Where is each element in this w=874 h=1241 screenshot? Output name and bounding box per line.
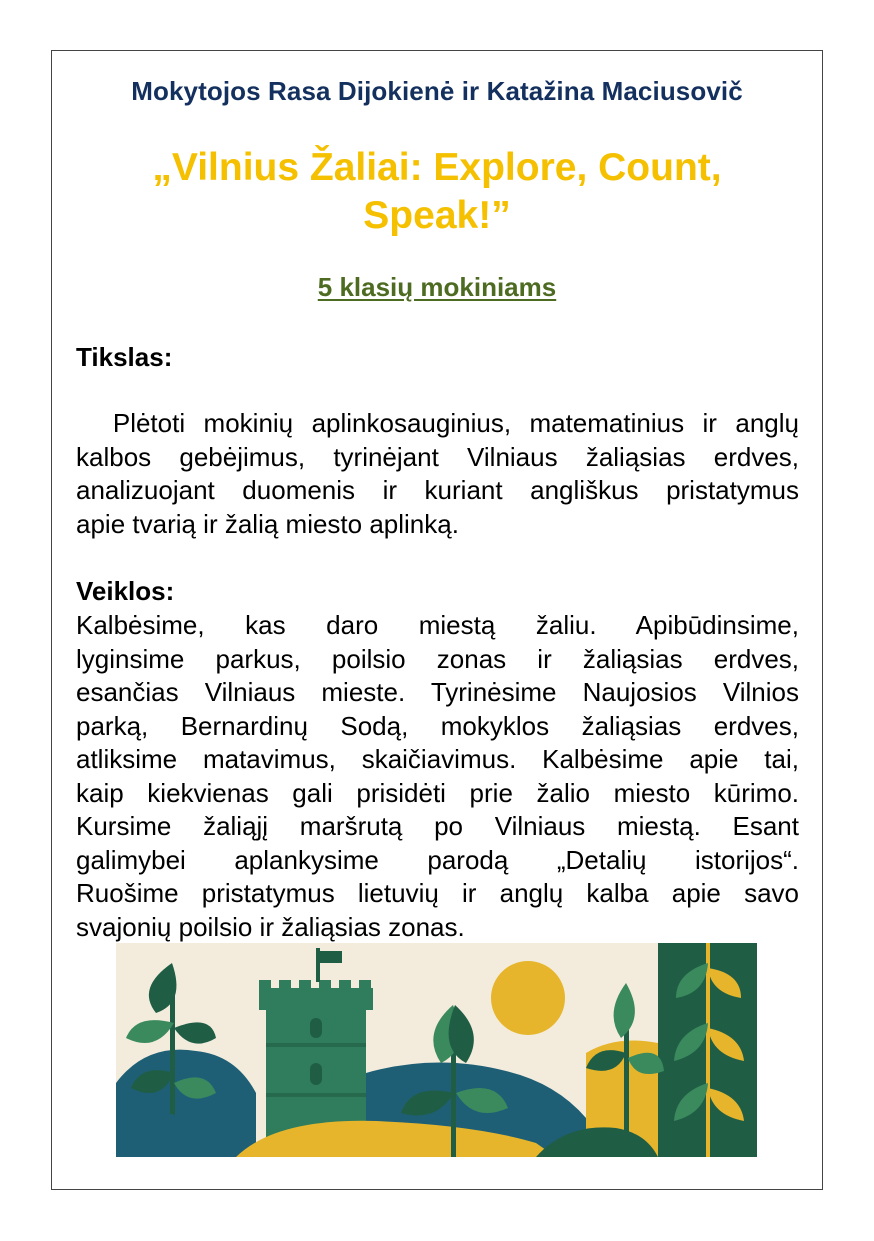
activities-line: Ruošime pristatymus lietuvių ir anglų kalba apie savo [76,878,799,908]
activities-line: lyginsime parkus, poilsio zonas ir žaliąsias erdves, [76,643,799,674]
green-city-illustration [116,943,757,1157]
activities-line: svajonių poilsio ir žaliąsias zonas. [76,911,465,942]
goal-line: apie tvarią ir žalią miesto aplinką. [76,508,459,539]
goal-line: Plėtoti mokinių aplinkosauginius, matematinius ir anglų [76,408,799,438]
goal-heading: Tikslas: [76,342,173,372]
goal-line: kalbos gebėjimus, tyrinėjant Vilniaus žaliąsias erdves, [76,441,799,472]
activities-line: atliksime matavimus, skaičiavimus. Kalbėsime apie tai, [76,744,799,774]
activities-line: Kalbėsime, kas daro miestą žaliu. Apibūdinsime, [76,610,799,640]
activities-line: kaip kiekvienas gali prisidėti prie žalio miesto kūrimo. [76,777,799,808]
goal-paragraph [76,407,799,541]
activities-line: Kursime žaliąjį maršrutą po Vilniaus miestą. Esant [76,811,799,841]
activities-line: galimybei aplankysime parodą „Detalių istorijos“. [76,844,799,875]
goal-line: analizuojant duomenis ir kuriant angliškus pristatymus [76,475,799,505]
subtitle: 5 klasių mokiniams [317,272,557,302]
authors-line: Mokytojos Rasa Dijokienė ir Katažina Maciusovič [131,76,743,106]
sun-icon [491,961,565,1035]
activities-line: esančias Vilniaus mieste. Tyrinėsime Naujosios Vilnios [76,677,799,707]
activities-line: parką, Bernardinų Sodą, mokyklos žaliąsias erdves, [76,710,799,741]
activities-paragraph [76,609,799,944]
page-title: „Vilnius Žaliai: Explore, Count, Speak!” [152,146,722,237]
activities-heading: Veiklos: [76,576,175,606]
